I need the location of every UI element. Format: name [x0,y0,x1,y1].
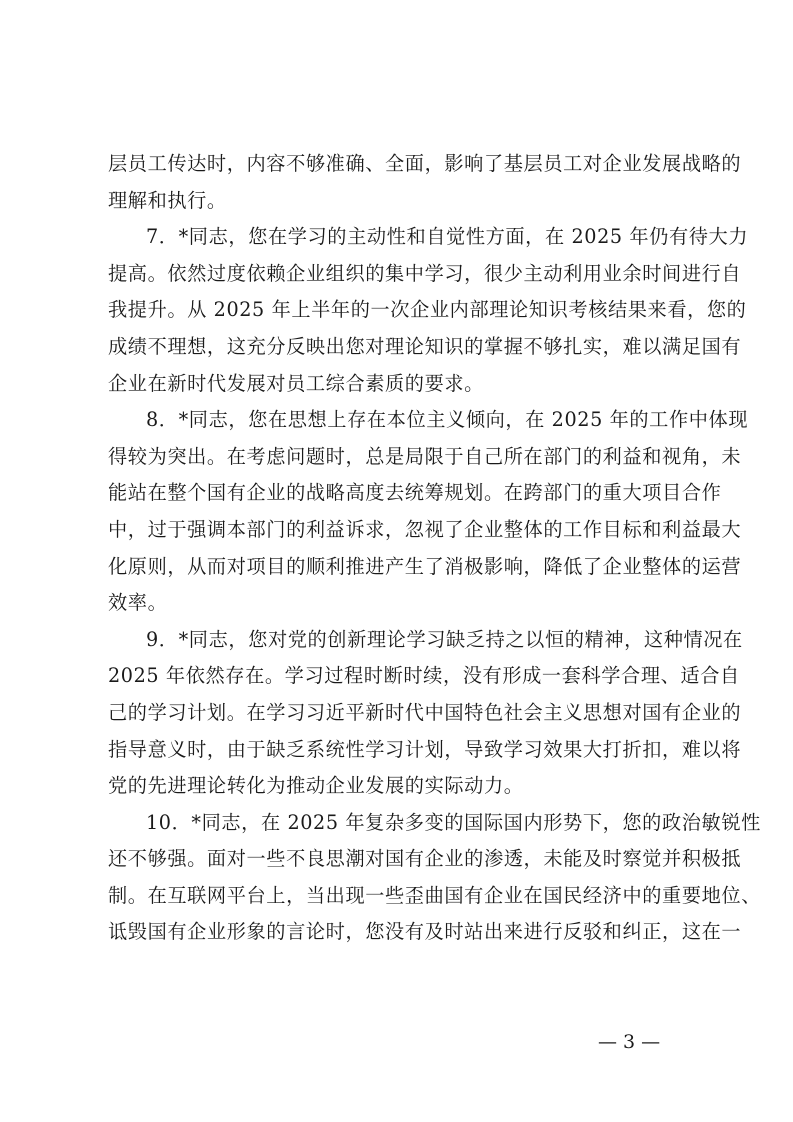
text-line: 还不够强。面对一些不良思潮对国有企业的渗透，未能及时察觉并积极抵 [108,847,742,871]
text-line: 层员工传达时，内容不够准确、全面，影响了基层员工对企业发展战略的 [108,152,742,175]
text-line: 提高。依然过度依赖企业组织的集中学习，很少主动利用业余时间进行自 [108,261,742,285]
text-line: 党的先进理论转化为推动企业发展的实际动力。 [108,774,524,798]
text-line: 理解和执行。 [108,188,227,212]
paragraph-continued [108,146,742,219]
text-line: 成绩不理想，这充分反映出您对理论知识的掌握不够扎实，难以满足国有 [108,334,742,358]
text-line: 企业在新时代发展对员工综合素质的要求。 [108,371,484,395]
text-line: 得较为突出。在考虑问题时，总是局限于自己所在部门的利益和视角，未 [108,444,742,468]
paragraph-item-10 [108,805,761,951]
text-line: 我提升。从 2025 年上半年的一次企业内部理论知识考核结果来看，您的 [108,298,747,322]
text-line: 己的学习计划。在学习习近平新时代中国特色社会主义思想对国有企业的 [108,700,742,724]
text-line: 能站在整个国有企业的战略高度去统筹规划。在跨部门的重大项目合作 [108,481,722,505]
text-line: 10．*同志，在 2025 年复杂多变的国际国内形势下，您的政治敏锐性 [146,810,761,834]
text-line: 指导意义时，由于缺乏系统性学习计划，导致学习效果大打折扣，难以将 [108,737,742,761]
text-line: 7．*同志，您在学习的主动性和自觉性方面，在 2025 年仍有待大力 [146,225,749,249]
text-line: 效率。 [108,591,168,615]
text-line: 中，过于强调本部门的利益诉求，忽视了企业整体的工作目标和利益最大 [108,517,742,541]
text-line: 9．*同志，您对党的创新理论学习缺乏持之以恒的精神，这种情况在 [146,627,743,651]
paragraph-item-7 [108,219,749,402]
text-line: 制。在互联网平台上，当出现一些歪曲国有企业在国民经济中的重要地位、 [108,883,761,907]
document-body [108,146,761,951]
text-line: 化原则，从而对项目的顺利推进产生了消极影响，降低了企业整体的运营 [108,554,742,578]
text-line: 诋毁国有企业形象的言论时，您没有及时站出来进行反驳和纠正，这在一 [108,920,742,944]
text-line: 2025 年依然存在。学习过程时断时续，没有形成一套科学合理、适合自 [108,664,740,688]
text-line: 8．*同志，您在思想上存在本位主义倾向，在 2025 年的工作中体现 [146,408,749,432]
paragraph-item-9 [108,622,743,805]
page-number: — 3 — [598,1031,661,1053]
paragraph-item-8 [108,402,749,622]
